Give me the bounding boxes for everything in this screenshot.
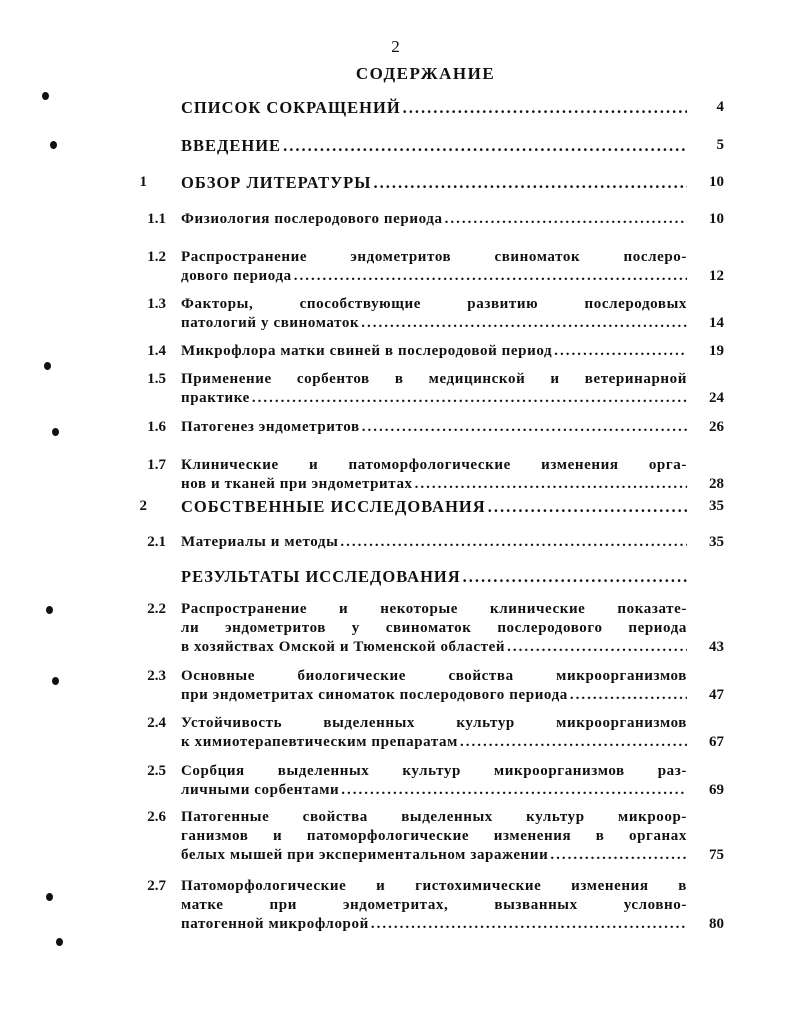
toc-entry-number: 2.6 [147,809,166,825]
dot-leader [570,686,687,705]
dot-leader [340,533,687,552]
binder-mark [52,677,59,685]
dot-leader [550,846,687,865]
toc-entry-title: ОБЗОР ЛИТЕРАТУРЫ [181,173,372,192]
toc-entry-title: при эндометритах синоматок послеродового периода [181,687,568,703]
toc-entry-title: нов и тканей при эндометритах [181,476,413,492]
toc-entry-number: 1.4 [147,343,166,359]
toc-entry-title: Устойчивость выделенных культур микроорганизмов [181,715,687,731]
toc-entry-title: Факторы, способствующие развитию послеродовых [181,296,687,312]
toc-entry-number: 1.7 [147,457,166,473]
dot-leader [445,210,687,229]
binder-mark [46,893,53,901]
toc-entry-page: 35 [709,498,724,514]
binder-mark [50,141,57,149]
binder-mark [44,362,51,370]
dot-leader [460,733,687,752]
toc-entry-title: Распространение эндометритов свиноматок послеро- [181,249,687,265]
dot-leader [341,781,687,800]
toc-entry-title: патологий у свиноматок [181,315,360,331]
toc-entry-page: 4 [716,99,724,115]
toc-entry-title: ВВЕДЕНИЕ [181,136,282,155]
toc-entry-page: 75 [709,847,724,863]
toc-entry-title: Патоморфологические и гистохимические изменения в [181,878,687,894]
toc-entry-title: РЕЗУЛЬТАТЫ ИССЛЕДОВАНИЯ [181,567,461,586]
toc-entry-page: 35 [709,534,724,550]
toc-entry-number: 2.1 [147,534,166,550]
toc-entry-page: 14 [709,315,724,331]
toc-entry-title: Основные биологические свойства микроорганизмов [181,668,687,684]
toc-entry-page: 80 [709,916,724,932]
toc-entry-title: патогенной микрофлорой [181,916,369,932]
toc-entry-page: 10 [709,211,724,227]
toc-entry-title: к химиотерапевтическим препаратам [181,734,458,750]
dot-leader [371,915,687,934]
binder-mark [56,938,63,946]
toc-entry-number: 2.7 [147,878,166,894]
toc-entry-page: 47 [709,687,724,703]
toc-entry-page: 19 [709,343,724,359]
toc-entry-number: 1.5 [147,371,166,387]
toc-entry-number: 1.2 [147,249,166,265]
toc-entry-title: Сорбция выделенных культур микроорганизмов раз- [181,763,687,779]
dot-leader [488,497,687,516]
toc-entry-number: 2 [139,498,147,514]
dot-leader [294,267,687,286]
toc-entry-page: 28 [709,476,724,492]
toc-entry-title: Применение сорбентов в медицинской и ветеринарной [181,371,687,387]
toc-entry-title: Распространение и некоторые клинические показате- [181,601,687,617]
toc-entry-number: 1.6 [147,419,166,435]
dot-leader [507,638,687,657]
toc-entry-title: личными сорбентами [181,782,340,798]
toc-entry-page: 12 [709,268,724,284]
dot-leader [283,136,687,155]
toc-entry-page: 24 [709,390,724,406]
dot-leader [362,418,687,437]
toc-entry-page: 26 [709,419,724,435]
toc-entry-title: Клинические и патоморфологические изменения орга- [181,457,687,473]
toc-entry-page: 67 [709,734,724,750]
dot-leader [373,173,687,192]
toc-entry-page: 10 [709,174,724,190]
toc-entry-number: 1 [139,174,147,190]
page-title: СОДЕРЖАНИЕ [355,64,496,83]
toc-entry-title: Патогенез эндометритов [181,419,360,435]
dot-leader [361,314,687,333]
toc-entry-title: СПИСОК СОКРАЩЕНИЙ [181,98,401,117]
dot-leader [415,475,687,494]
binder-mark [46,606,53,614]
dot-leader [403,98,687,117]
toc-entry-title: практике [181,390,250,406]
toc-entry-page: 69 [709,782,724,798]
toc-entry-title: матке при эндометритах, вызванных условно- [181,897,687,913]
toc-entry-number: 2.4 [147,715,166,731]
toc-entry-title: Физиология послеродового периода [181,211,443,227]
toc-entry-number: 2.3 [147,668,166,684]
binder-mark [42,92,49,100]
toc-entry-page: 5 [716,137,724,153]
toc-entry-title: Материалы и методы [181,534,339,550]
binder-mark [52,428,59,436]
toc-entry-title: Микрофлора матки свиней в послеродовой период [181,343,553,359]
toc-entry-number: 1.1 [147,211,166,227]
toc-entry-number: 2.5 [147,763,166,779]
dot-leader [252,389,687,408]
toc-entry-title: в хозяйствах Омской и Тюменской областей [181,639,506,655]
toc-entry-title: СОБСТВЕННЫЕ ИССЛЕДОВАНИЯ [181,497,486,516]
toc-entry-title: Патогенные свойства выделенных культур микроор- [181,809,687,825]
toc-entry-title: дового периода [181,268,292,284]
toc-entry-number: 1.3 [147,296,166,312]
dot-leader [463,567,687,586]
toc-entry-title: белых мышей при экспериментальном заражении [181,847,549,863]
toc-entry-title: ли эндометритов у свиноматок послеродового периода [181,620,687,636]
dot-leader [554,342,687,361]
toc-entry-title: ганизмов и патоморфологические изменения в органах [181,828,687,844]
page-number: 2 [391,37,400,56]
toc-entry-number: 2.2 [147,601,166,617]
toc-entry-page: 43 [709,639,724,655]
